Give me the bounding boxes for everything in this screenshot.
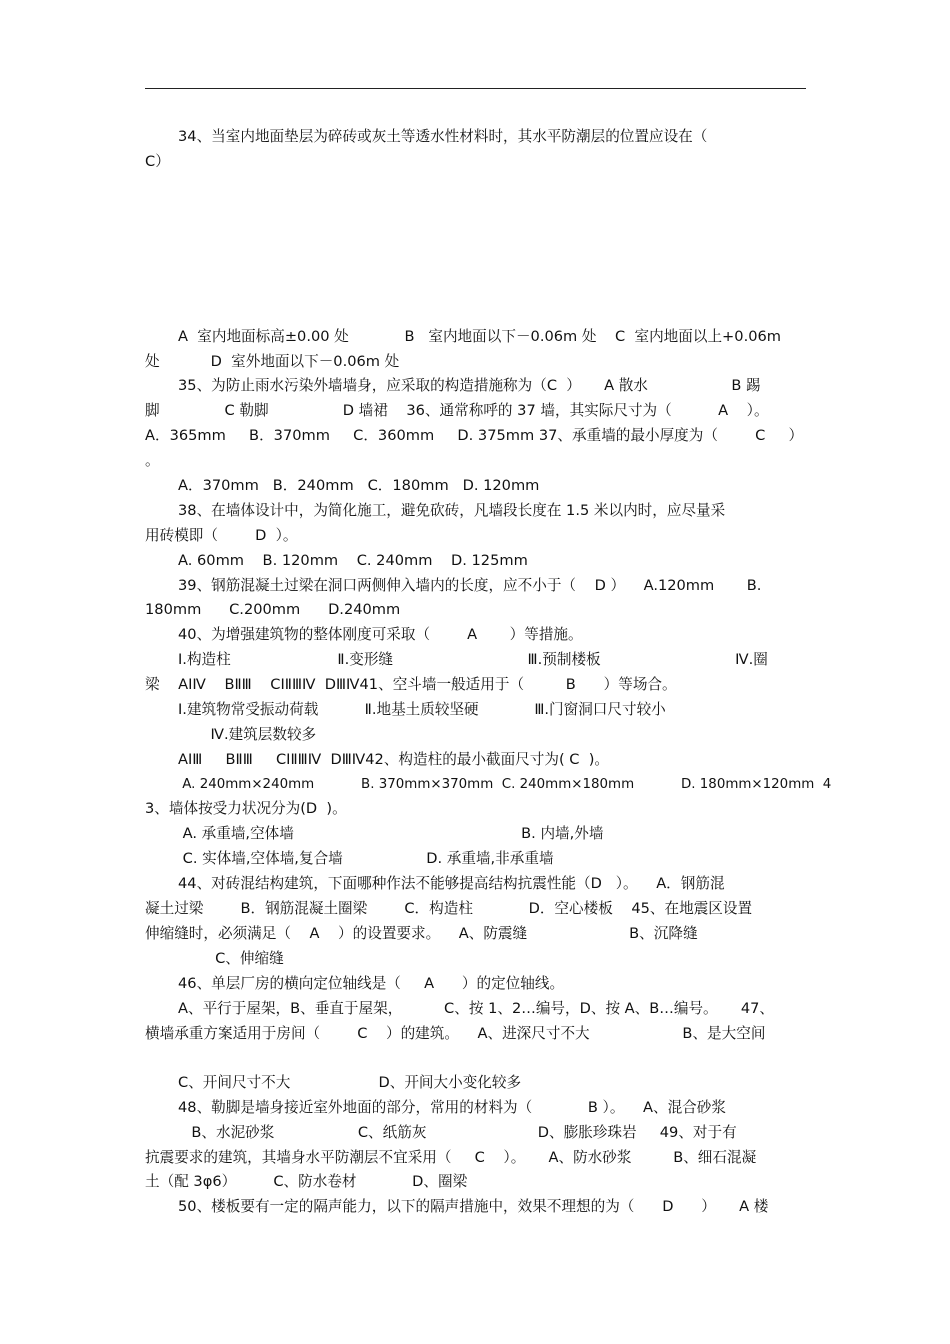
q48-stem: 48、勒脚是墙身接近室外地面的部分，常用的材料为（ B ）。 A、混合砂浆 — [178, 1099, 726, 1116]
q46-options: A、平行于屋架，B、垂直于屋架， C、按 1、2…编号，D、按 A、B…编号。 47、 — [178, 1000, 775, 1017]
q34-stem: 34、当室内地面垫层为碎砖或灰土等透水性材料时，其水平防潮层的位置应设在（ — [178, 128, 708, 145]
q43-options-1: A. 承重墙,空体墙 B. 内墙,外墙 — [178, 825, 604, 842]
header-rule — [145, 88, 806, 89]
q37-options: A．370mm B．240mm C．180mm D. 120mm — [178, 477, 540, 494]
q39-stem: 39、钢筋混凝土过梁在洞口两侧伸入墙内的长度，应不小于（ D ） A.120mm B. — [178, 577, 762, 594]
q43-stem: 3、墙体按受力状况分为(D )。 — [145, 800, 347, 817]
q48-49-text: B、水泥砂浆 C、纸筋灰 D、膨胀珍珠岩 49、对于有 — [145, 1124, 737, 1141]
q40-41-text: 梁 AⅠⅣ BⅡⅢ CⅠⅡⅢⅣ DⅢⅣ41、空斗墙一般适用于（ B ）等场合。 — [145, 676, 677, 693]
q49-options: 土（配 3φ6） C、防水卷材 D、圈梁 — [145, 1173, 468, 1190]
q44-stem: 44、对砖混结构建筑，下面哪种作法不能够提高结构抗震性能（D ）。 A．钢筋混 — [178, 875, 725, 892]
q40-items: Ⅰ.构造柱 Ⅱ.变形缝 Ⅲ.预制楼板 Ⅳ.圈 — [178, 651, 768, 668]
q42-options: A. 240mm×240mm B. 370mm×370mm C. 240mm×180mm D. 180mm×120mm 4 — [178, 777, 832, 792]
q35-36-text: 脚 C 勒脚 D 墙裙 36、通常称呼的 37 墙，其实际尺寸为（ A ）。 — [145, 402, 769, 419]
q45-options: C、伸缩缝 — [178, 950, 284, 967]
q43-options-2: C. 实体墙,空体墙,复合墙 D. 承重墙,非承重墙 — [178, 850, 554, 867]
q47-stem: 横墙承重方案适用于房间（ C ）的建筑。 A、进深尺寸不大 B、是大空间 — [145, 1025, 766, 1042]
q44-45-text: 凝土过梁 B．钢筋混凝土圈梁 C．构造柱 D．空心楼板 45、在地震区设置 — [145, 900, 753, 917]
q34-options-1: A 室内地面标高±0.00 处 B 室内地面以下－0.06m 处 C 室内地面以上+0.06m — [178, 328, 781, 345]
q50-stem: 50、楼板要有一定的隔声能力，以下的隔声措施中，效果不理想的为（ D ） A 楼 — [178, 1198, 769, 1215]
q37-period: 。 — [145, 452, 160, 469]
q34-options-2: 处 D 室外地面以下－0.06m 处 — [145, 353, 400, 370]
q39-options: 180mm C.200mm D.240mm — [145, 601, 401, 618]
q40-stem: 40、为增强建筑物的整体刚度可采取（ A ）等措施。 — [178, 626, 583, 643]
q36-37-text: A．365mm B．370mm C．360mm D. 375mm 37、承重墙的最小厚度为（ C ） — [145, 427, 804, 444]
q34-answer: C） — [145, 153, 170, 170]
q35-stem: 35、为防止雨水污染外墙墙身，应采取的构造措施称为（C ） A 散水 B 踢 — [178, 377, 761, 394]
q38-options: A. 60mm B. 120mm C. 240mm D. 125mm — [178, 552, 528, 569]
q41-items: Ⅰ.建筑物常受振动荷载 Ⅱ.地基土质较坚硬 Ⅲ.门窗洞口尺寸较小 — [178, 701, 666, 718]
q47-options: C、开间尺寸不大 D、开间大小变化较多 — [178, 1074, 522, 1091]
q41-items-cont: Ⅳ.建筑层数较多 — [178, 726, 317, 743]
q41-42-text: AⅠⅢ BⅡⅢ CⅠⅡⅢⅣ DⅢⅣ42、构造柱的最小截面尺寸为( C )。 — [178, 751, 610, 768]
q38-stem-cont: 用砖模即（ D ）。 — [145, 527, 298, 544]
q49-stem: 抗震要求的建筑，其墙身水平防潮层不宜采用（ C ）。 A、防水砂浆 B、细石混凝 — [145, 1149, 757, 1166]
q45-stem: 伸缩缝时，必须满足（ A ）的设置要求。 A、防震缝 B、沉降缝 — [145, 925, 698, 942]
q46-stem: 46、单层厂房的横向定位轴线是（ A ）的定位轴线。 — [178, 975, 565, 992]
q38-stem: 38、在墙体设计中，为简化施工，避免砍砖，凡墙段长度在 1.5 米以内时，应尽量采 — [178, 502, 726, 519]
